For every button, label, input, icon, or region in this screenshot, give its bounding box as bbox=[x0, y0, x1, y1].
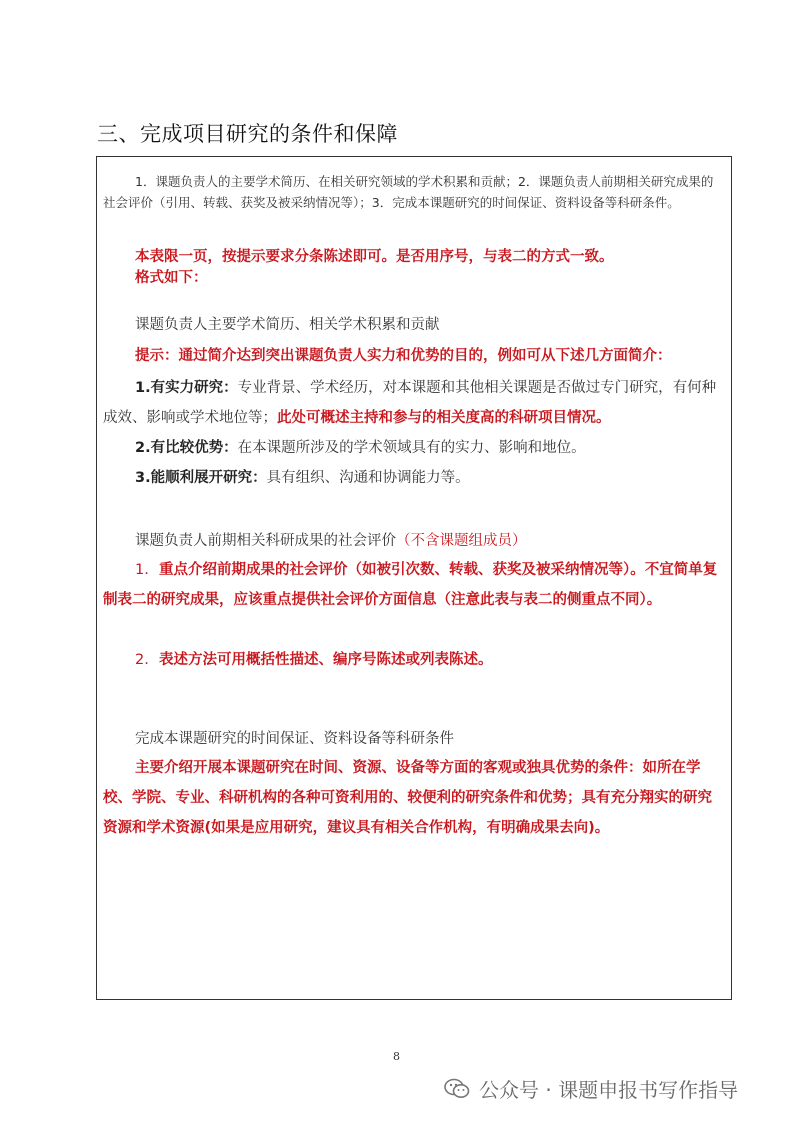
part1-item1 bbox=[103, 373, 721, 433]
part1-item3-label: 3.能顺利展开研究： bbox=[135, 470, 267, 486]
part2-item2 bbox=[103, 645, 721, 675]
part2-item1 bbox=[103, 555, 721, 615]
part1-item1-label: 1.有实力研究： bbox=[135, 380, 238, 396]
section-title: 三、完成项目研究的条件和保障 bbox=[97, 122, 398, 146]
part3-text: 主要介绍开展本课题研究在时间、资源、设备等方面的客观或独具优势的条件：如所在学校、学院、专业、科研机构的各种可资利用的、较便利的研究条件和优势；具有充分翔实的研究资源和学术资源(如果是应用研究，建议具有相关合作机构，有明确成果去向)。 bbox=[103, 760, 712, 836]
page-number: 8 bbox=[393, 1050, 400, 1063]
part1-item3 bbox=[103, 463, 721, 493]
wechat-icon bbox=[443, 1077, 471, 1101]
part1-item3-text: 具有组织、沟通和协调能力等。 bbox=[266, 470, 470, 486]
part2-heading-red: （不含课题组成员） bbox=[396, 533, 527, 549]
watermark bbox=[443, 1074, 738, 1103]
part2-item2-text: 表述方法可用概括性描述、编序号陈述或列表陈述。 bbox=[158, 652, 493, 668]
content-box bbox=[96, 156, 732, 1000]
part1-item2-text: 在本课题所涉及的学术领域具有的实力、影响和地位。 bbox=[237, 440, 586, 456]
part3-heading: 完成本课题研究的时间保证、资料设备等科研条件 bbox=[135, 731, 454, 747]
note-line-2: 格式如下： bbox=[135, 270, 208, 286]
part2-item2-num: 2. bbox=[135, 652, 149, 668]
watermark-text: 公众号 · 课题申报书写作指导 bbox=[479, 1078, 739, 1102]
part1-item2 bbox=[103, 433, 721, 463]
part1-hint: 提示：通过简介达到突出课题负责人实力和优势的目的，例如可从下述几方面简介： bbox=[135, 348, 672, 364]
part2-item1-num: 1. bbox=[135, 562, 149, 578]
intro-text: 1．课题负责人的主要学术简历、在相关研究领域的学术积累和贡献；2．课题负责人前期相关研究成果的社会评价（引用、转载、获奖及被采纳情况等）；3．完成本课题研究的时间保证、资料设备等科研条件。 bbox=[103, 174, 714, 210]
part1-item1-red: 此处可概述主持和参与的相关度高的科研项目情况。 bbox=[277, 410, 611, 426]
part2-item1-text: 重点介绍前期成果的社会评价（如被引次数、转载、获奖及被采纳情况等）。不宜简单复制表二的研究成果，应该重点提供社会评价方面信息（注意此表与表二的侧重点不同）。 bbox=[103, 562, 718, 608]
part1-heading: 课题负责人主要学术简历、相关学术积累和贡献 bbox=[135, 317, 440, 333]
part2-heading-text: 课题负责人前期相关科研成果的社会评价 bbox=[135, 533, 396, 549]
note-line-1: 本表限一页，按提示要求分条陈述即可。是否用序号，与表二的方式一致。 bbox=[135, 249, 614, 265]
part1-item2-label: 2.有比较优势： bbox=[135, 440, 238, 456]
part1-item1-text: 专业背景、学术经历，对本课题和其他相关课题是否做过专门研究，有何种成效、影响或学术地位等； bbox=[103, 380, 717, 426]
part2-heading bbox=[103, 529, 721, 550]
